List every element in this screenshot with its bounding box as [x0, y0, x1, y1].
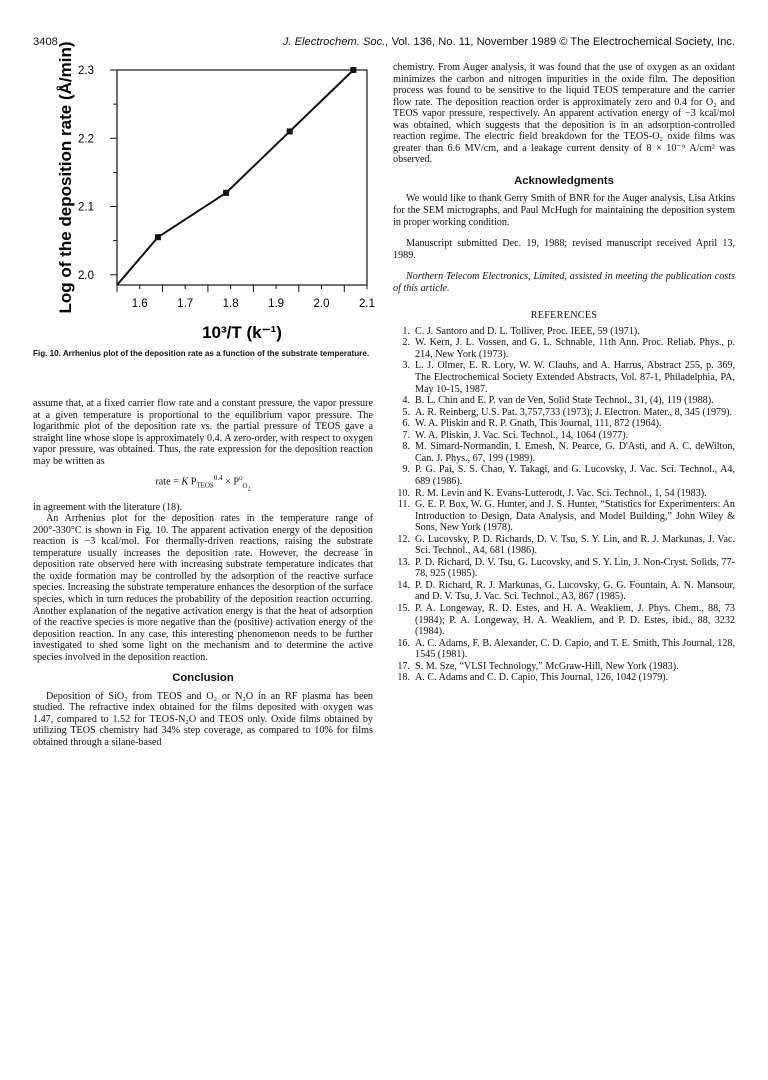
reference-text: A. C. Adams, F. B. Alexander, C. D. Capio, and T. E. Smith, This Journal, 128, 1545 (1981). — [415, 637, 735, 661]
left-column — [33, 398, 373, 749]
reference-number: 8. — [402, 441, 410, 453]
y-tick-label: 2.0 — [78, 269, 94, 282]
figure-caption: Fig. 10. Arrhenius plot of the deposition rate as a function of the substrate temperature. — [33, 349, 370, 358]
reference-text: G. E. P. Box, W. G. Hunter, and J. S. Hunter, “Statistics for Experimenters: An Introduction to Design, Data Analysis, and Model Building,” John Wiley & Sons, New York (1978). — [415, 499, 735, 534]
reference-item — [393, 464, 735, 487]
reference-text: P. G. Pai, S. S. Chao, Y. Takagi, and G. Lucovsky, J. Vac. Sci. Technol., A4, 689 (1986). — [415, 464, 735, 487]
conclusion-paragraph: Deposition of SiO₂ from TEOS and O₂ or N₂O in an RF plasma has been studied. The refractive index obtained for the films deposited with oxygen was 1.47, compared to 1.52 for TEOS-N₂O and TEOS only. Oxide films obtained by utilizing TEOS chemistry had 34% step coverage, as compared to 10% for films obtained through a silane-based — [33, 690, 373, 749]
acknowledgments-heading: Acknowledgments — [514, 174, 614, 187]
reference-number: 11. — [397, 499, 410, 511]
reference-number: 7. — [402, 429, 410, 441]
body-paragraph: in agreement with the literature (18). — [33, 501, 183, 513]
reference-item — [393, 418, 735, 430]
reference-number: 14. — [397, 579, 410, 591]
reference-text: R. M. Levin and K. Evans-Lutterodt, J. Vac. Sci. Technol., 1, 54 (1983). — [415, 487, 707, 499]
reference-item — [393, 407, 735, 419]
reference-text: P. D. Richard, R. J. Markunas, G. Lucovsky, G. G. Fountain, A. N. Mansour, and D. V. Tsu, J. Vac. Sci. Technol., A3, 867 (1985). — [415, 579, 735, 603]
data-point — [223, 190, 229, 196]
data-point — [155, 234, 161, 240]
acknowledgments-paragraph: We would like to thank Gerry Smith of BNR for the Auger analysis, Lisa Atkins for the SEM micrographs, and Paul McHugh for maintaining the deposition system in proper working condition. — [393, 193, 735, 228]
reference-number: 2. — [402, 337, 410, 349]
reference-number: 4. — [402, 395, 410, 407]
journal-name: J. Electrochem. Soc., — [282, 36, 389, 48]
reference-number: 1. — [402, 325, 410, 337]
reference-item — [393, 360, 735, 395]
references-list — [393, 326, 735, 684]
reference-text: C. J. Santoro and D. L. Tolliver, Proc. IEEE, 59 (1971). — [415, 325, 640, 337]
reference-item — [393, 441, 735, 464]
x-axis-label: 10³/T (k⁻¹) — [202, 323, 282, 342]
journal-citation — [283, 36, 735, 48]
reference-item — [393, 499, 735, 534]
reference-number: 12. — [397, 533, 410, 545]
page-header — [33, 36, 735, 52]
data-line — [117, 70, 353, 285]
data-point — [287, 128, 293, 134]
x-tick-label: 1.7 — [177, 298, 194, 310]
reference-item — [393, 430, 735, 442]
y-tick-label: 2.1 — [78, 201, 94, 214]
journal-issue: Vol. 136, No. 11, November 1989 © The Electrochemical Society, Inc. — [391, 36, 735, 48]
body-paragraph: chemistry. From Auger analysis, it was found that the use of oxygen as an oxidant minimizes the carbon and nitrogen impurities in the oxide film. The deposition process was found to be sensitive to the liquid TEOS temperature and the carrier flow rate. The deposition reaction order is approximately zero and 0.4 for O₂ and TEOS vapor pressure, respectively. An apparent activation energy of −3 kcal/mol was obtained, which suggests that the deposition is in an adsorption-controlled reaction regime. The electric field breakdown for the TEOS-O₂ oxide films was greater than 6.6 MV/cm, and a leakage current density of 8 × 10⁻⁹ A/cm² was observed. — [393, 62, 735, 166]
reference-item — [393, 488, 735, 500]
x-tick-label: 1.9 — [268, 298, 285, 310]
reference-text: W. A. Pliskin, J. Vac. Sci. Technol., 14, 1064 (1977). — [415, 429, 629, 441]
reference-item — [393, 337, 735, 360]
reference-text: W. A. Pliskin and R. P. Gnath, This Journal, 111, 872 (1964). — [415, 418, 662, 430]
reference-item — [393, 638, 735, 661]
reference-item — [393, 672, 735, 684]
body-paragraph: An Arrhenius plot for the deposition rates in the temperature range of 200°-330°C is shown in Fig. 10. The apparent activation energy of the deposition reaction is −3 kcal/mol. For thermally-driven reactions, raising the substrate temperature usually increases the deposition rate. However, the decrease in deposition rate observed here with increasing substrate temperature indicates that the oxide formation may be controlled by the adsorption of the reactive surface species. Increasing the substrate temperature enhances the desorption of the surface species, which in turn reduces the probability of the deposition reaction occurring. Another explanation of the negative activation energy is that the heat of adsorption of the reactive species is more negative than the (positive) activation energy of the deposition reaction. In any case, this interesting phenomenon needs to be further investigated to shed some light on the mechanism and to determine the active species involved in the deposition reaction. — [33, 513, 373, 663]
body-paragraph: assume that, at a fixed carrier flow rate and a constant pressure, the vapor pressure at a given temperature is proportional to the equilibrium vapor pressure. The logarithmic plot of the deposition rate vs. the partial pressure of TEOS gave a straight line whose slope is approximately 0.4. A zero-order, with respect to oxygen vapor pressure, was obtained. Thus, the rate expression for the deposition reaction may be written as — [33, 398, 373, 467]
references-heading: REFERENCES — [530, 310, 598, 322]
y-tick-label: 2.3 — [78, 65, 94, 77]
reference-number: 13. — [397, 556, 410, 568]
reference-item — [393, 580, 735, 603]
reference-number: 18. — [397, 672, 410, 684]
data-point — [350, 67, 356, 73]
right-column — [393, 62, 735, 684]
reference-item — [393, 661, 735, 673]
reference-number: 17. — [397, 660, 410, 672]
reference-item — [393, 557, 735, 580]
reference-item — [393, 395, 735, 407]
reference-number: 6. — [402, 418, 410, 430]
conclusion-heading: Conclusion — [172, 672, 234, 685]
rate-formula: rate = K $P_{TEOS}^{0.4} \times P^o_{O_2}$ — [155, 474, 251, 493]
reference-number: 3. — [402, 360, 410, 372]
reference-number: 5. — [402, 406, 410, 418]
reference-number: 9. — [402, 464, 410, 476]
reference-text: P. A. Longeway, R. D. Estes, and H. A. Weakliem, J. Phys. Chem., 88, 73 (1984); P. A. Longeway, H. A. Weakliem, and P. D. Estes, ibid., 88, 3232 (1984). — [415, 602, 735, 638]
x-tick-label: 1.6 — [131, 298, 148, 310]
reference-item — [393, 603, 735, 638]
page-number: 3408 — [33, 36, 58, 48]
reference-number: 16. — [397, 637, 410, 649]
reference-item — [393, 534, 735, 557]
reference-text: S. M. Sze, “VLSI Technology,” McGraw-Hill, New York (1983). — [415, 660, 679, 672]
manuscript-submitted: Manuscript submitted Dec. 19, 1988; revised manuscript received April 13, 1989. — [393, 238, 735, 261]
reference-text: G. Lucovsky, P. D. Richards, D. V. Tsu, S. Y. Lin, and R. J. Markunas, J. Vac. Sci. Technol., A4, 681 (1986). — [415, 533, 735, 557]
reference-text: W. Kern, J. L. Vossen, and G. L. Schnable, 11th Ann. Proc. Reliab. Phys., p. 214, New York (1973). — [415, 337, 735, 360]
reference-item — [393, 326, 735, 338]
reference-text: A. C. Adams and C. D. Capio, This Journal, 126, 1042 (1979). — [415, 672, 669, 684]
reference-text: P. D. Richard, D. V. Tsu, G. Lucovsky, and S. Y. Lin, J. Non-Cryst. Solids, 77-78, 925 (1985). — [415, 556, 735, 580]
x-tick-label: 1.8 — [222, 298, 239, 310]
y-axis-label: Log of the deposition rate (Å/min) — [56, 41, 75, 314]
x-tick-label: 2.1 — [359, 298, 375, 310]
x-tick-label: 2.0 — [313, 298, 330, 310]
reference-text: A. R. Reinberg, U.S. Pat. 3,757,733 (1973); J. Electron. Mater., 8, 345 (1979). — [415, 406, 733, 418]
reference-number: 10. — [397, 487, 410, 499]
reference-text: L. J. Olmer, E. R. Lory, W. W. Clauhs, and A. Harrus, Abstract 255, p. 369, The Electrochemical Society Extended Abstracts, Vol. 87-1, Philadelphia, PA, May 10-15, 1987. — [415, 360, 735, 395]
reference-number: 15. — [397, 602, 410, 614]
y-tick-label: 2.2 — [78, 133, 94, 146]
reference-text: M. Simard-Normandin, I. Emesh, N. Pearce, G. D'Asti, and A. C. deWilton, Can. J. Phys., 67, 199 (1989). — [415, 441, 735, 464]
reference-text: B. L. Chin and E. P. van de Ven, Solid State Technol., 31, (4), 119 (1988). — [415, 395, 714, 407]
publication-footnote: Northern Telecom Electronics, Limited, assisted in meeting the publication costs of this article. — [393, 271, 735, 294]
